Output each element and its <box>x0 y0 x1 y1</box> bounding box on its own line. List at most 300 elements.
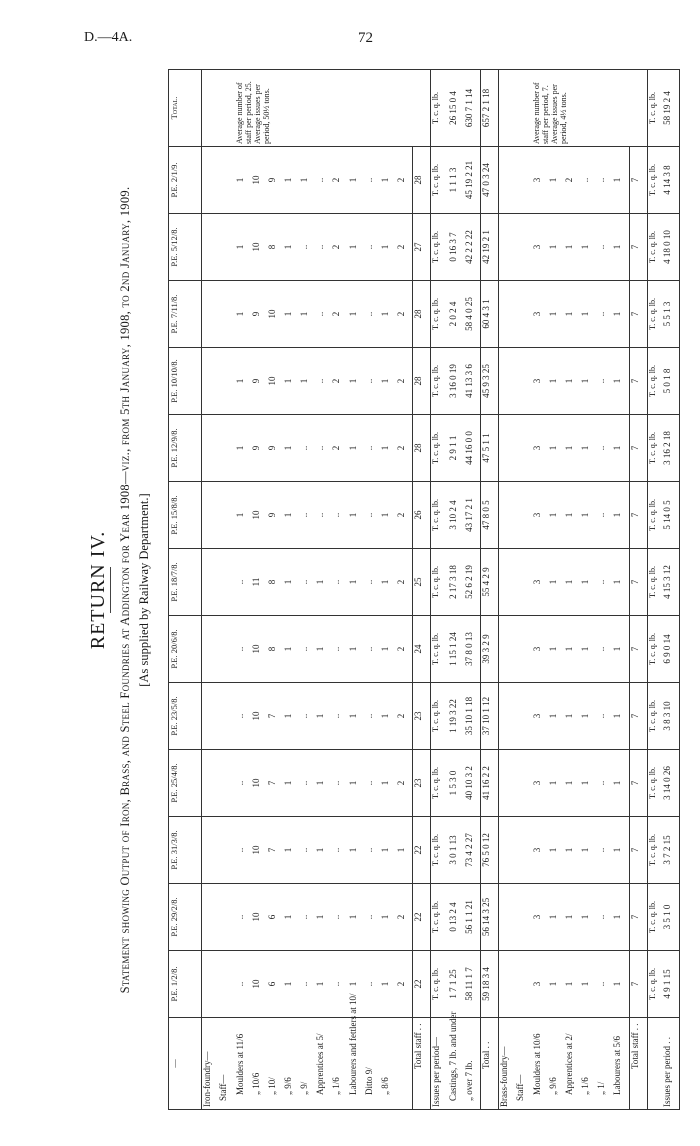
row-label: Staff— <box>218 1018 234 1110</box>
table-cell: .. <box>235 683 251 750</box>
table-cell <box>499 549 516 616</box>
row-label: „ 1/ <box>596 1018 612 1110</box>
units-cell: T. c. q. lb. <box>647 147 662 214</box>
table-cell: 6 <box>267 884 283 951</box>
table-cell: 3 <box>532 683 548 750</box>
table-cell: 7 <box>629 616 647 683</box>
table-cell: 1 <box>580 549 596 616</box>
table-cell: 47 5 1 1 <box>481 415 499 482</box>
table-cell <box>218 683 234 750</box>
table-cell: 25 <box>413 549 431 616</box>
table-cell: 9 <box>267 415 283 482</box>
table-cell: 1 <box>348 549 364 616</box>
total-cell: 630 7 1 14 <box>464 70 481 147</box>
table-cell: 1 <box>315 817 331 884</box>
units-cell: T. c. q. lb. <box>431 348 448 415</box>
table-row <box>448 70 464 1110</box>
column-header: P.E. 10/10/8. <box>169 348 202 415</box>
table-cell: .. <box>235 616 251 683</box>
table-cell: 0 13 2 4 <box>448 884 464 951</box>
table-cell: 23 <box>413 683 431 750</box>
table-cell: 40 10 3 2 <box>464 750 481 817</box>
table-cell: 1 <box>612 951 629 1018</box>
table-cell: 1 <box>283 951 299 1018</box>
table-cell: 28 <box>413 147 431 214</box>
table-cell: 1 <box>299 147 315 214</box>
table-cell: 1 <box>348 616 364 683</box>
table-cell: .. <box>596 750 612 817</box>
table-cell: 1 <box>380 884 396 951</box>
table-cell: 7 <box>629 482 647 549</box>
table-cell: 8 <box>267 549 283 616</box>
table-cell: 1 <box>283 817 299 884</box>
table-cell: 1 <box>548 683 564 750</box>
table-cell: 28 <box>413 348 431 415</box>
table-row <box>481 70 499 1110</box>
units-cell: T. c. q. lb. <box>431 750 448 817</box>
table-cell: 45 19 2 21 <box>464 147 481 214</box>
table-cell: 1 <box>580 817 596 884</box>
table-row <box>431 70 448 1110</box>
row-label: „ 10/6 <box>251 1018 267 1110</box>
table-cell: 35 10 1 18 <box>464 683 481 750</box>
table-cell <box>499 70 516 147</box>
table-cell: 7 <box>629 348 647 415</box>
table-cell <box>202 482 219 549</box>
table-cell: 1 <box>548 616 564 683</box>
row-label: Total . . <box>481 1018 499 1110</box>
row-label: Staff— <box>515 1018 531 1110</box>
table-cell: 4 15 3 12 <box>662 549 679 616</box>
table-cell: 1 <box>315 683 331 750</box>
table-cell: 1 <box>564 616 580 683</box>
table-cell: .. <box>299 951 315 1018</box>
table-cell <box>499 750 516 817</box>
table-cell: 3 16 0 19 <box>448 348 464 415</box>
table-cell: 73 4 2 27 <box>464 817 481 884</box>
table-row <box>218 70 234 1110</box>
column-header: P.E. 12/9/8. <box>169 415 202 482</box>
table-cell: 7 <box>629 415 647 482</box>
table-cell: 1 <box>348 348 364 415</box>
table-cell: 43 17 2 1 <box>464 482 481 549</box>
table-cell: 10 <box>251 482 267 549</box>
table-cell <box>499 884 516 951</box>
table-cell: 9 <box>251 281 267 348</box>
table-cell: 1 19 3 22 <box>448 683 464 750</box>
table-cell <box>515 549 531 616</box>
units-cell: T. c. q. lb. <box>431 951 448 1018</box>
table-cell: .. <box>580 147 596 214</box>
table-cell <box>499 482 516 549</box>
table-cell: .. <box>596 817 612 884</box>
table-cell: 1 <box>348 147 364 214</box>
table-cell <box>218 549 234 616</box>
table-row <box>532 70 548 1110</box>
table-cell: 22 <box>413 951 431 1018</box>
table-cell: .. <box>235 750 251 817</box>
table-cell: 1 <box>315 951 331 1018</box>
table-row <box>283 70 299 1110</box>
table-cell: 3 10 2 4 <box>448 482 464 549</box>
table-cell: 56 1 1 21 <box>464 884 481 951</box>
table-row <box>299 70 315 1110</box>
table-cell: 1 <box>548 214 564 281</box>
table-row <box>396 70 413 1110</box>
table-cell: 1 <box>548 750 564 817</box>
table-cell: 7 <box>267 817 283 884</box>
table-cell: 1 <box>235 482 251 549</box>
table-cell <box>202 817 219 884</box>
row-label: „ 9/ <box>299 1018 315 1110</box>
table-cell: 1 <box>564 817 580 884</box>
column-header: P.E. 2/1/9. <box>169 147 202 214</box>
table-row <box>612 70 629 1110</box>
table-cell <box>515 683 531 750</box>
table-cell <box>499 281 516 348</box>
row-label: Labourers at 5/6 <box>612 1018 629 1110</box>
units-cell: T. c. q. lb. <box>647 281 662 348</box>
table-cell: 1 <box>564 750 580 817</box>
table-cell: 3 <box>532 415 548 482</box>
table-cell: .. <box>596 281 612 348</box>
table-cell <box>515 884 531 951</box>
units-cell: T. c. q. lb. <box>647 817 662 884</box>
table-cell: 1 <box>315 884 331 951</box>
table-cell: 2 <box>396 750 413 817</box>
column-header: P.E. 18/7/8. <box>169 549 202 616</box>
table-cell: .. <box>364 147 380 214</box>
column-header: P.E. 23/5/8. <box>169 683 202 750</box>
table-cell: 7 <box>629 281 647 348</box>
table-cell: 1 <box>612 147 629 214</box>
table-cell <box>202 70 219 147</box>
table-cell: 1 <box>299 281 315 348</box>
table-cell <box>515 415 531 482</box>
rotated-page-content <box>87 70 680 1110</box>
table-cell: 1 <box>564 482 580 549</box>
table-cell <box>499 415 516 482</box>
units-cell: T. c. q. lb. <box>647 214 662 281</box>
row-label: Total staff . . <box>413 1018 431 1110</box>
table-cell <box>218 147 234 214</box>
column-header: P.E. 25/4/8. <box>169 750 202 817</box>
table-cell <box>499 147 516 214</box>
column-header: P.E. 7/11/8. <box>169 281 202 348</box>
units-cell: T. c. q. lb. <box>647 884 662 951</box>
table-cell: 5 14 0 5 <box>662 482 679 549</box>
table-cell: 1 1 1 3 <box>448 147 464 214</box>
table-cell: 1 <box>548 549 564 616</box>
table-cell <box>515 750 531 817</box>
table-cell: 11 <box>251 549 267 616</box>
table-cell: 3 8 3 10 <box>662 683 679 750</box>
table-cell: 1 <box>580 884 596 951</box>
table-cell: 1 <box>348 884 364 951</box>
column-header: P.E. 29/2/8. <box>169 884 202 951</box>
row-label: Moulders at 11/6 <box>235 1018 251 1110</box>
table-row <box>548 70 564 1110</box>
table-cell <box>515 482 531 549</box>
table-cell <box>218 884 234 951</box>
table-cell: 1 <box>235 214 251 281</box>
table-cell: 7 <box>629 884 647 951</box>
table-cell: 3 0 1 13 <box>448 817 464 884</box>
table-cell: 1 <box>612 683 629 750</box>
table-cell: 1 <box>283 281 299 348</box>
table-cell <box>218 415 234 482</box>
table-cell: 56 14 3 25 <box>481 884 499 951</box>
table-cell: 37 8 0 13 <box>464 616 481 683</box>
table-cell: 1 <box>580 750 596 817</box>
table-cell: 1 <box>380 951 396 1018</box>
row-label: Iron-foundry— <box>202 1018 219 1110</box>
table-cell: 2 <box>396 549 413 616</box>
units-cell: T. c. q. lb. <box>431 281 448 348</box>
table-cell: 1 <box>580 482 596 549</box>
table-cell: .. <box>299 884 315 951</box>
table-cell: 3 5 1 0 <box>662 884 679 951</box>
units-cell: T. c. q. lb. <box>431 616 448 683</box>
table-cell: 1 <box>580 214 596 281</box>
table-cell <box>515 616 531 683</box>
table-cell: 1 <box>380 683 396 750</box>
table-cell: .. <box>315 348 331 415</box>
table-cell: 1 <box>612 214 629 281</box>
table-row <box>647 70 662 1110</box>
table-cell: 1 <box>548 951 564 1018</box>
table-cell <box>499 951 516 1018</box>
table-cell: 60 4 3 1 <box>481 281 499 348</box>
table-cell: .. <box>299 683 315 750</box>
table-cell: 3 <box>532 951 548 1018</box>
table-cell: .. <box>299 616 315 683</box>
table-cell <box>202 549 219 616</box>
row-label: Moulders at 10/6 <box>532 1018 548 1110</box>
table-cell: 9 <box>267 147 283 214</box>
table-cell: 1 <box>380 616 396 683</box>
table-cell: .. <box>596 616 612 683</box>
row-label: Apprentices at 2/ <box>564 1018 580 1110</box>
table-cell: 1 <box>235 281 251 348</box>
foundry-output-table <box>168 69 680 1110</box>
table-cell: 37 10 1 12 <box>481 683 499 750</box>
row-label: Issues per period— <box>431 1018 448 1110</box>
table-cell: 1 <box>612 817 629 884</box>
table-cell: 10 <box>251 951 267 1018</box>
table-cell <box>515 281 531 348</box>
table-cell: 3 <box>532 549 548 616</box>
table-cell: 1 <box>348 951 364 1018</box>
table-header-row <box>169 70 202 1110</box>
row-label: „ 8/6 <box>380 1018 396 1110</box>
table-cell <box>202 884 219 951</box>
table-cell: .. <box>235 884 251 951</box>
table-cell: .. <box>364 884 380 951</box>
table-cell: 1 15 1 24 <box>448 616 464 683</box>
table-cell: .. <box>331 817 347 884</box>
table-cell: 1 <box>315 750 331 817</box>
table-cell: 1 <box>315 549 331 616</box>
table-cell: 1 <box>283 415 299 482</box>
units-cell: T. c. q. lb. <box>431 482 448 549</box>
table-cell: 3 <box>532 281 548 348</box>
table-cell: 0 16 3 7 <box>448 214 464 281</box>
table-cell: 22 <box>413 817 431 884</box>
table-cell: 1 <box>548 147 564 214</box>
table-cell: .. <box>299 750 315 817</box>
table-cell: 23 <box>413 750 431 817</box>
table-cell: .. <box>315 281 331 348</box>
table-cell: 1 <box>283 549 299 616</box>
table-cell: .. <box>331 616 347 683</box>
table-cell <box>218 616 234 683</box>
table-cell: 2 9 1 1 <box>448 415 464 482</box>
units-cell: T. c. q. lb. <box>647 616 662 683</box>
table-cell <box>515 951 531 1018</box>
table-cell: 1 <box>283 884 299 951</box>
table-cell: 2 <box>396 616 413 683</box>
column-header: Total. <box>169 70 202 147</box>
total-cell: 58 19 2 4 <box>662 70 679 147</box>
table-cell <box>218 281 234 348</box>
table-cell: 45 9 3 25 <box>481 348 499 415</box>
table-cell <box>202 281 219 348</box>
table-cell: 1 <box>548 817 564 884</box>
column-header: P.E. 31/3/8. <box>169 817 202 884</box>
table-row <box>251 70 267 1110</box>
table-cell: 1 <box>380 549 396 616</box>
table-cell: 1 <box>580 415 596 482</box>
table-cell: 10 <box>267 281 283 348</box>
table-cell: 3 <box>532 482 548 549</box>
table-cell: 55 4 2 9 <box>481 549 499 616</box>
column-header: P.E. 15/8/8. <box>169 482 202 549</box>
table-cell: 2 <box>396 482 413 549</box>
table-cell: 7 <box>267 683 283 750</box>
table-cell: .. <box>331 884 347 951</box>
table-cell: 1 <box>315 616 331 683</box>
row-label: „ over 7 lb. <box>464 1018 481 1110</box>
table-cell: 1 <box>548 415 564 482</box>
table-cell: .. <box>596 884 612 951</box>
row-label: Total staff . . <box>629 1018 647 1110</box>
table-cell: .. <box>596 415 612 482</box>
table-row <box>515 70 531 1110</box>
table-cell: 2 <box>331 415 347 482</box>
row-label: Brass-foundry— <box>499 1018 516 1110</box>
table-cell: 7 <box>629 683 647 750</box>
table-row <box>580 70 596 1110</box>
units-cell: T. c. q. lb. <box>431 415 448 482</box>
table-cell: 4 14 3 8 <box>662 147 679 214</box>
table-row <box>662 70 679 1110</box>
table-cell: 7 <box>267 750 283 817</box>
table-cell: 1 <box>564 348 580 415</box>
table-cell: 1 <box>299 348 315 415</box>
units-cell: T. c. q. lb. <box>647 683 662 750</box>
table-cell <box>515 70 531 147</box>
table-cell: 2 <box>331 281 347 348</box>
table-cell: 2 <box>331 147 347 214</box>
table-cell: 10 <box>251 147 267 214</box>
table-cell: 1 <box>380 817 396 884</box>
table-cell: 7 <box>629 951 647 1018</box>
table-row <box>413 70 431 1110</box>
table-cell: 9 <box>251 348 267 415</box>
table-cell <box>515 348 531 415</box>
table-cell: 10 <box>251 214 267 281</box>
table-cell: 1 <box>235 147 251 214</box>
table-cell: 2 <box>396 281 413 348</box>
table-cell: .. <box>299 214 315 281</box>
table-cell: 6 9 0 14 <box>662 616 679 683</box>
total-cell: 26 15 0 4 <box>448 70 464 147</box>
table-cell: 5 0 1 8 <box>662 348 679 415</box>
units-cell: T. c. q. lb. <box>431 147 448 214</box>
table-cell: 2 0 2 4 <box>448 281 464 348</box>
table-cell: 2 <box>331 214 347 281</box>
table-cell: .. <box>299 415 315 482</box>
table-cell: 1 <box>564 884 580 951</box>
row-label: Ditto 9/ <box>364 1018 380 1110</box>
table-cell: 1 <box>564 214 580 281</box>
table-row <box>202 70 219 1110</box>
table-cell: .. <box>331 750 347 817</box>
table-cell <box>499 683 516 750</box>
table-cell: 1 <box>612 884 629 951</box>
column-header: — <box>169 1018 202 1110</box>
table-cell: 1 <box>548 884 564 951</box>
table-cell: 6 <box>267 951 283 1018</box>
statement-title: Statement showing Output of Iron, Brass, and Steel Foundries at Addington for Year 1908—viz., from 5th January, 1908, to 2nd January, 1909. <box>118 186 132 994</box>
table-cell: .. <box>235 817 251 884</box>
units-cell: T. c. q. lb. <box>431 214 448 281</box>
table-cell: .. <box>299 549 315 616</box>
row-label: Castings, 7 lb. and under <box>448 1018 464 1110</box>
table-cell: 3 <box>532 214 548 281</box>
table-cell: .. <box>315 415 331 482</box>
units-cell: T. c. q. lb. <box>647 482 662 549</box>
table-cell: 1 <box>380 482 396 549</box>
row-label: Apprentices at 5/ <box>315 1018 331 1110</box>
brass-average-note: Average number of staff per period, 7. Average issues per period, 4½ tons. <box>532 70 647 147</box>
table-row <box>315 70 331 1110</box>
table-cell: 4 18 0 10 <box>662 214 679 281</box>
table-cell: 1 <box>348 415 364 482</box>
table-cell: 1 <box>548 482 564 549</box>
table-cell: .. <box>596 951 612 1018</box>
table-cell: 1 <box>380 147 396 214</box>
table-cell: 52 6 2 19 <box>464 549 481 616</box>
supplied-note: [As supplied by Railway Department.] <box>137 493 151 687</box>
units-cell: T. c. q. lb. <box>431 683 448 750</box>
units-cell: T. c. q. lb. <box>431 884 448 951</box>
table-cell: 7 <box>629 147 647 214</box>
table-cell: 1 <box>580 281 596 348</box>
table-cell <box>218 214 234 281</box>
table-cell <box>218 70 234 147</box>
table-cell: 7 <box>629 549 647 616</box>
document-reference: D.—4A. <box>84 30 133 45</box>
table-cell: .. <box>315 214 331 281</box>
table-row <box>596 70 612 1110</box>
row-label: „ 1/6 <box>580 1018 596 1110</box>
units-cell: T. c. q. lb. <box>647 951 662 1018</box>
table-cell: 1 <box>348 683 364 750</box>
table-cell: 1 <box>348 281 364 348</box>
table-cell: 2 <box>396 348 413 415</box>
